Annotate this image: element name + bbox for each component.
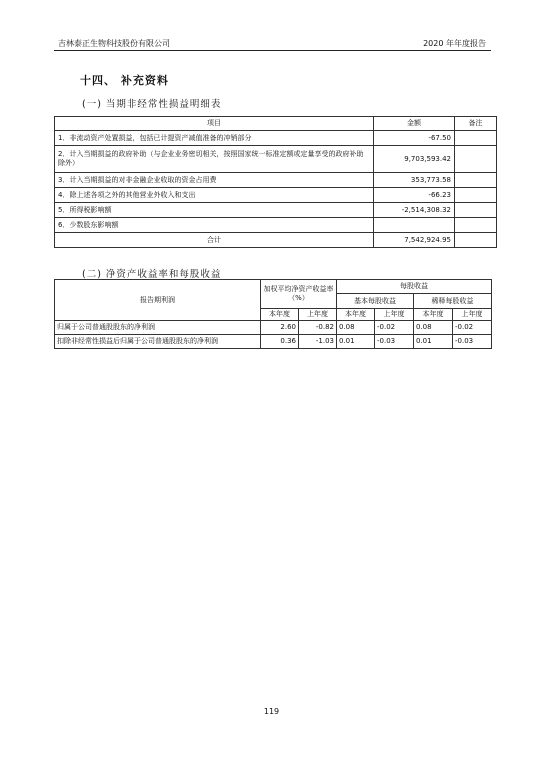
header-profit: 报告期利润 <box>55 280 261 321</box>
total-note <box>455 233 497 248</box>
row-note <box>455 218 497 233</box>
header-last-year: 上年度 <box>375 309 414 321</box>
header-last-year: 上年度 <box>299 309 337 321</box>
total-amount: 7,542,924.95 <box>374 233 455 248</box>
header-amount: 金额 <box>374 117 455 131</box>
row-amount: -66.23 <box>374 188 455 203</box>
section-title: 十四、 补充资料 <box>80 74 169 87</box>
header-diluted-eps: 稀释每股收益 <box>414 294 492 309</box>
row-amount: 9,703,593.42 <box>374 146 455 173</box>
basic-eps-last-year: -0.03 <box>375 335 414 349</box>
nonrecurring-title: (一) 当期非经常性损益明细表 <box>82 99 222 110</box>
report-name: 2020 年年度报告 <box>423 39 486 48</box>
row-item: 2．计入当期损益的政府补助（与企业业务密切相关，按照国家统一标准定额或定量享受的政府补助除外） <box>55 146 374 173</box>
diluted-eps-last-year: -0.02 <box>453 321 492 335</box>
table-header-row <box>55 117 497 131</box>
header-rule <box>54 50 491 51</box>
nonrecurring-table <box>54 116 497 248</box>
table-row <box>55 131 497 146</box>
total-label: 合计 <box>55 233 374 248</box>
table-header-row <box>55 280 492 294</box>
header-basic-eps: 基本每股收益 <box>337 294 414 309</box>
table-row <box>55 218 497 233</box>
header-this-year: 本年度 <box>414 309 453 321</box>
row-item: 6．少数股东影响额 <box>55 218 374 233</box>
header-last-year: 上年度 <box>453 309 492 321</box>
header-item: 项目 <box>55 117 374 131</box>
diluted-eps-last-year: -0.03 <box>453 335 492 349</box>
table-row <box>55 321 492 335</box>
roe-this-year: 2.60 <box>261 321 299 335</box>
row-amount <box>374 218 455 233</box>
row-amount: -67.50 <box>374 131 455 146</box>
roe-last-year: -0.82 <box>299 321 337 335</box>
row-item: 1．非流动资产处置损益，包括已计提资产减值准备的冲销部分 <box>55 131 374 146</box>
table-row <box>55 188 497 203</box>
row-label: 扣除非经常性损益后归属于公司普通股股东的净利润 <box>55 335 261 349</box>
header-eps: 每股收益 <box>337 280 492 294</box>
table-row <box>55 173 497 188</box>
header-roe: 加权平均净资产收益率（%） <box>261 280 337 309</box>
roe-this-year: 0.36 <box>261 335 299 349</box>
row-amount: -2,514,308.32 <box>374 203 455 218</box>
row-label: 归属于公司普通股股东的净利润 <box>55 321 261 335</box>
row-note <box>455 146 497 173</box>
row-amount: 353,773.58 <box>374 173 455 188</box>
basic-eps-this-year: 0.08 <box>337 321 375 335</box>
row-note <box>455 188 497 203</box>
page-number: 119 <box>263 707 280 716</box>
diluted-eps-this-year: 0.08 <box>414 321 453 335</box>
table-row <box>55 335 492 349</box>
table-row <box>55 203 497 218</box>
total-row <box>55 233 497 248</box>
company-name: 吉林泰正生物科技股份有限公司 <box>58 39 170 48</box>
header-note: 备注 <box>455 117 497 131</box>
row-item: 4．除上述各项之外的其他营业外收入和支出 <box>55 188 374 203</box>
roe-eps-title: (二) 净资产收益率和每股收益 <box>82 269 222 280</box>
table-row <box>55 146 497 173</box>
row-note <box>455 173 497 188</box>
header-this-year: 本年度 <box>261 309 299 321</box>
diluted-eps-this-year: 0.01 <box>414 335 453 349</box>
row-note <box>455 203 497 218</box>
header-this-year: 本年度 <box>337 309 375 321</box>
roe-last-year: -1.03 <box>299 335 337 349</box>
row-item: 5．所得税影响额 <box>55 203 374 218</box>
basic-eps-last-year: -0.02 <box>375 321 414 335</box>
basic-eps-this-year: 0.01 <box>337 335 375 349</box>
row-note <box>455 131 497 146</box>
roe-eps-table <box>54 279 492 349</box>
row-item: 3．计入当期损益的对非金融企业收取的资金占用费 <box>55 173 374 188</box>
